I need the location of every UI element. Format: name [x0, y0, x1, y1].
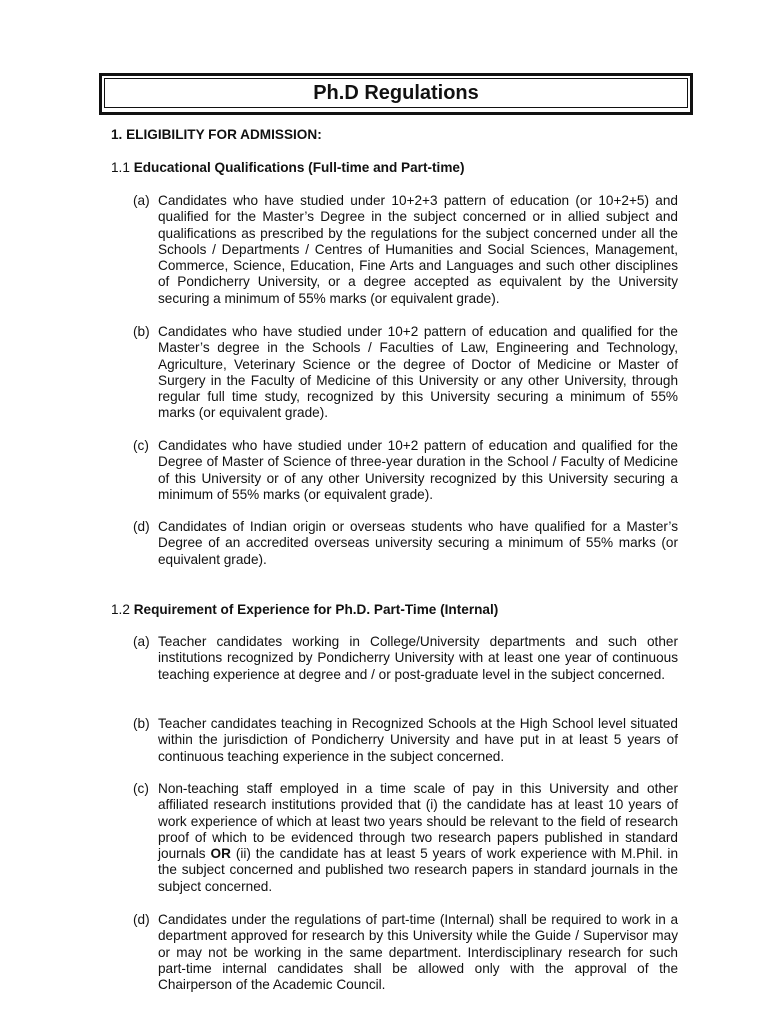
list-item [133, 781, 678, 895]
list-item-label: (c) [133, 438, 149, 453]
subsection-heading-1-1 [111, 160, 465, 175]
list-item [133, 634, 678, 683]
list-item-label: (a) [133, 634, 150, 649]
subsection-title: Educational Qualifications (Full-time and Part-time) [133, 160, 465, 175]
list-item [133, 438, 678, 503]
list-item-text: Candidates who have studied under 10+2+3 pattern of education (or 10+2+5) and qualified for the Master’s Degree in the subject concerned or in allied subject and qualifications as prescribed by the regulations for the subject concerned under all the Schools / Departments / Centres of Humanities and Social Sciences, Management, Commerce, Science, Education, Fine Arts and Languages and such other disciplines of Pondicherry University, or a degree accepted as equivalent by the University securing a minimum of 55% marks (or equivalent grade). [158, 193, 678, 306]
subsection-number: 1.2 [111, 602, 130, 617]
list-item [133, 324, 678, 422]
list-item-text: Candidates who have studied under 10+2 pattern of education and qualified for the Master’s degree in the Schools / Faculties of Law, Engineering and Technology, Agriculture, Veterinary Science or the degree of Doctor of Medicine or Master of Surgery in the Faculty of Medicine of this University or any other University, through regular full time study, recognized by this University securing a minimum of 55% marks (or equivalent grade). [158, 324, 678, 421]
subsection-title: Requirement of Experience for Ph.D. Part-Time (Internal) [133, 602, 499, 617]
list-item-label: (d) [133, 912, 150, 927]
emphasis-or: OR [210, 846, 231, 862]
list-item [133, 716, 678, 765]
list-item-label: (c) [133, 781, 149, 796]
list-item-text: Candidates who have studied under 10+2 pattern of education and qualified for the Degree of Master of Science of three-year duration in the School / Faculty of Medicine of this University or of any other University recognized by this University securing a minimum of 55% marks (or equivalent grade). [158, 438, 678, 502]
list-item-label: (b) [133, 324, 150, 339]
page-title: Ph.D Regulations [104, 78, 688, 108]
list-item-label: (a) [133, 193, 150, 208]
list-item-text-part: (ii) the candidate has at least 5 years of work experience with M.Phil. in the subject concerned and published two research papers in standard journals in the subject concerned. [158, 846, 679, 894]
list-item-text: Candidates under the regulations of part-time (Internal) shall be required to work in a department approved for research by this University while the Guide / Supervisor may or may not be working in the same department. Interdisciplinary research for such part-time internal candidates shall be allowed only with the approval of the Chairperson of the Academic Council. [158, 912, 678, 993]
list-item-label: (d) [133, 519, 150, 534]
list-item-text: Candidates of Indian origin or overseas students who have qualified for a Master’s Degree of an accredited overseas university securing a minimum of 55% marks (or equivalent grade). [158, 519, 678, 567]
list-item [133, 193, 678, 307]
list-item-label: (b) [133, 716, 150, 731]
list-item [133, 912, 678, 993]
title-box [99, 73, 693, 115]
subsection-heading-1-2 [111, 602, 498, 617]
list-item-text: Teacher candidates working in College/University departments and such other institutions recognized by Pondicherry University with at least one year of continuous teaching experience at degree and / or post-graduate level in the subject concerned. [158, 634, 678, 682]
list-item-text: Teacher candidates teaching in Recognized Schools at the High School level situated within the jurisdiction of Pondicherry University and have put in at least 5 years of continuous teaching experience in the subject concerned. [158, 716, 678, 764]
section-heading-eligibility: 1. ELIGIBILITY FOR ADMISSION: [111, 127, 322, 142]
subsection-number: 1.1 [111, 160, 130, 175]
list-item [133, 519, 678, 568]
list-item-text [158, 781, 678, 895]
list-item-text-part: Non-teaching staff employed in a time scale of pay in this University and other affiliated research institutions provided that (i) the candidate has at least 10 years of work experience of which at least two years should be relevant to the field of research proof of which to be evidenced through two research papers published in standard journals [158, 781, 678, 862]
